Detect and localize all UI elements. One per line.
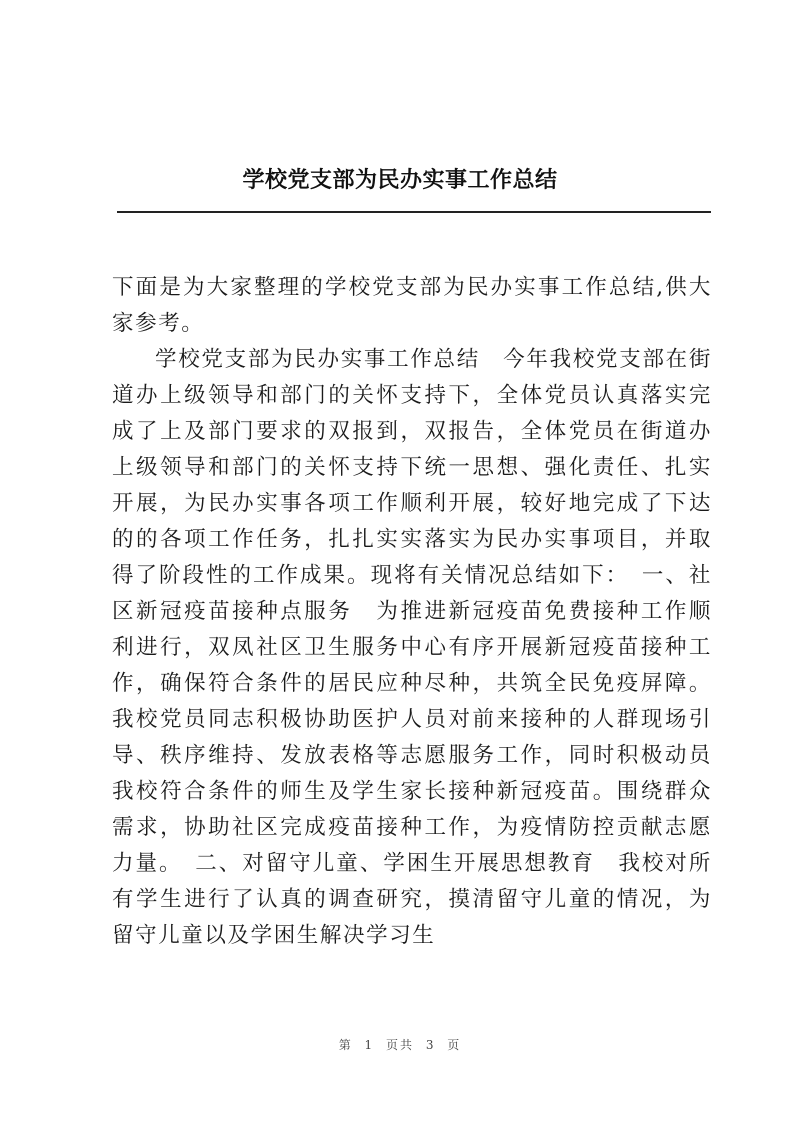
intro-paragraph: 下面是为大家整理的学校党支部为民办实事工作总结,供大家参考。	[112, 275, 712, 336]
document-body	[112, 270, 712, 954]
page-number: 第 1 页共 3 页	[338, 1038, 462, 1052]
main-paragraph: 学校党支部为民办实事工作总结 今年我校党支部在街道办上级领导和部门的关怀支持下，全体党员认真落实完成了上及部门要求的双报到，双报告，全体党员在街道办上级领导和部门的关怀支持下统一思想、强化责任、扎实开展，为民办实事各项工作顺利开展，较好地完成了下达的的各项工作任务，扎扎实实落实为民办实事项目，并取得了阶段性的工作成果。现将有关情况总结如下： 一、社区新冠疫苗接种点服务 为推进新冠疫苗免费接种工作顺利进行，双凤社区卫生服务中心有序开展新冠疫苗接种工作，确保符合条件的居民应种尽种，共筑全民免疫屏障。我校党员同志积极协助医护人员对前来接种的人群现场引导、秩序维持、发放表格等志愿服务工作，同时积极动员我校符合条件的师生及学生家长接种新冠疫苗。围绕群众需求，协助社区完成疫苗接种工作，为疫情防控贡献志愿力量。 二、对留守儿童、学困生开展思想教育 我校对所有学生进行了认真的调查研究，摸清留守儿童的情况，为留守儿童以及学困生解决学习生	[112, 347, 712, 948]
document-title: 学校党支部为民办实事工作总结	[242, 167, 558, 193]
title-divider	[117, 211, 711, 213]
